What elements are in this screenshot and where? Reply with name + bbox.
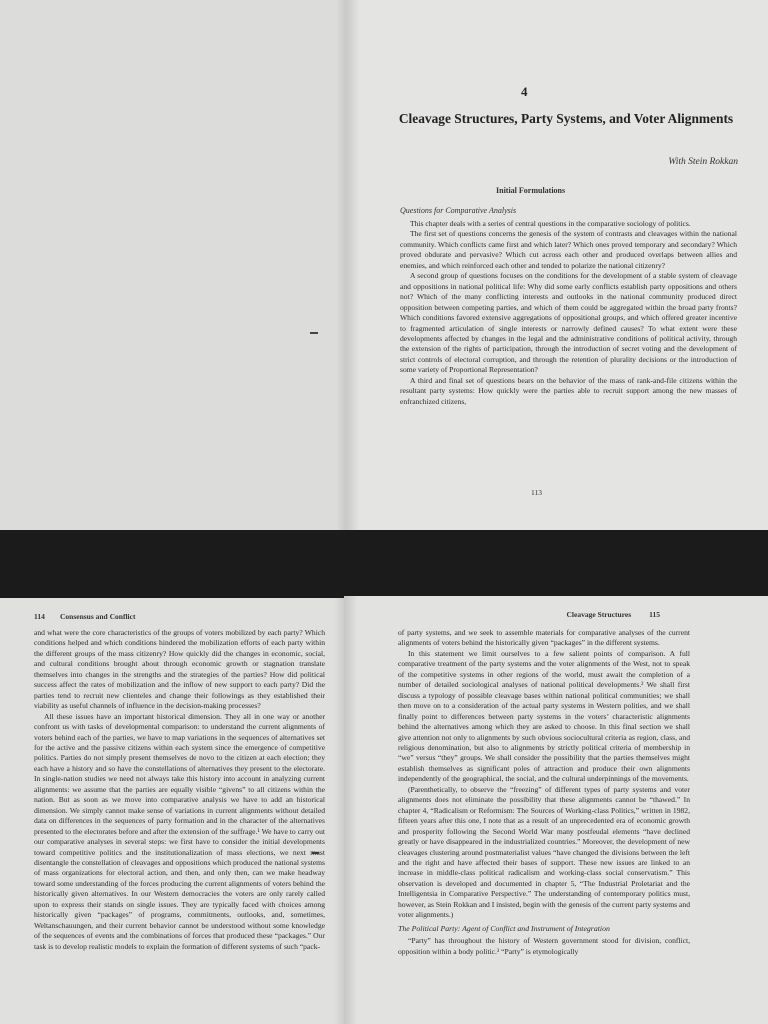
- chapter-number: 4: [521, 84, 528, 99]
- paragraph: A second group of questions focuses on the conditions for the development of a stable system of cleavage and oppositions in national political life: Why did some early conflicts establish party oppositions and others not? Which of the many conflicting interests and outlooks in the national community produced direct opposition between competing parties, and which of them could be aggregated within the broad party fronts? Which conditions favored extensive aggregations of oppositional groups, and which offered greater incentive to fragmented articulation of single interests or narrowly defined causes? To what extent were these developments affected by changes in the legal and the administrative conditions of political activity, through the extension of the rights of participation, through the introduction of secret voting and the development of strict controls of electoral corruption, and through the retention of plurality decisions or the introduction of some variety of Proportional Representation?: [400, 271, 737, 375]
- page-number: 114: [34, 612, 45, 621]
- running-head-title: Consensus and Conflict: [60, 612, 136, 621]
- right-page: [344, 596, 768, 1024]
- chapter-title: Cleavage Structures, Party Systems, and Voter Alignments: [398, 111, 734, 126]
- paragraph: This chapter deals with a series of central questions in the comparative sociology of politics.: [410, 219, 691, 228]
- margin-mark: [310, 332, 318, 334]
- subsection-heading: Questions for Comparative Analysis: [400, 206, 517, 215]
- author-line: With Stein Rokkan: [668, 157, 738, 167]
- paragraph: “Party” has throughout the history of Western government stood for division, conflict, opposition within a body politic.³ “Party” is etymologically: [398, 936, 690, 956]
- paragraph: and what were the core characteristics of the groups of voters mobilized by each party? Which conditions helped and which conditions hindered the mobilization efforts of each party within the different groups of the mass citizenry? How quickly did the changes in economic, social, and cultural conditions brought about through economic growth or stagnation translate themselves into changes in the strengths and the strategies of the parties? How did political success affect the rates of mobilization and the inflow of new support to each party? Did the parties tend to recruit new clienteles and change their followings as they established their viability as useful channels of influence in the decision-making processes?: [34, 628, 325, 711]
- gutter-shadow: [346, 0, 360, 530]
- gutter-shadow: [344, 596, 358, 1024]
- page-number: 115: [649, 610, 660, 619]
- running-head: [460, 610, 660, 619]
- running-head: [34, 612, 135, 621]
- subheading: The Political Party: Agent of Conflict and Instrument of Integration: [398, 923, 610, 933]
- left-page: [0, 598, 348, 1024]
- blank-facing-page: [0, 0, 350, 530]
- paragraph: of party systems, and we seek to assemble materials for comparative analyses of the current alignments of voters behind the historically given “packages” in the different systems.: [398, 628, 690, 648]
- body-text: [34, 628, 325, 952]
- paragraph: (Parenthetically, to observe the “freezing” of different types of party systems and voter alignments does not eliminate the possibility that these alignments cannot be “thawed.” In chapter 4, “Radicalism or Reformism: The Sources of Working-class Politics,” written in 1982, fifteen years after this one, I note that as a result of an unprecedented era of economic growth and prosperity following the Second World War many postfeudal elements “have declined greatly or have disappeared in the industrialized countries.” Moreover, the development of new cleavages clustering around postmaterialist values “have changed the divisions between the left and the right and have affected their bases of support. These new issues are linked to an increase in middle-class political radicalism and working-class social conservatism.” This observation is developed and documented in chapter 5, “The Industrial Proletariat and the Intelligentsia in Comparative Perspective.” The understanding of contemporary politics must, however, as Stein Rokkan and I insisted, begin with the genesis of the current party systems and voter alignments.): [398, 784, 690, 920]
- paragraph: The first set of questions concerns the genesis of the system of contrasts and cleavages within the national community. Which conflicts came first and which later? Which ones proved temporary and secondary? Which proved obdurate and pervasive? Which cut across each other and produced overlaps between allies and enemies, and which reinforced each other and tended to polarize the national citizenry?: [400, 229, 737, 270]
- chapter-opening-page: [346, 0, 768, 530]
- paragraph: In this statement we limit ourselves to a few salient points of comparison. A full comparative treatment of the party systems and the voter alignments of the West, not to speak of the competitive systems in other regions of the world, must await the completion of a number of detailed sociological analyses of national political developments.² We shall first discuss a typology of possible cleavage bases within national political communities; we shall then move on to a consideration of the actual party systems in Western polities, and we shall finally point to differences between party systems in the voters’ characteristic alignments behind the alternatives among which they are asked to choose. In this final section we shall give attention not only to alignments by such obvious sociocultural criteria as region, class, and religious denomination, but also to alignments by strictly political criteria of membership in “we” versus “they” groups. We shall consider the possibility that the parties themselves might establish themselves as significant poles of attraction and produce their own alignments independently of the geographical, the social, and the cultural underpinnings of the movements.: [398, 648, 690, 784]
- scan-divider: [0, 530, 768, 598]
- page-number: 113: [531, 488, 542, 497]
- paragraph: All these issues have an important historical dimension. They all in one way or another confront us with tasks of developmental comparison: to understand the current alignments of voters behind each of the parties, we have to map variations in the sequences of alternatives set for the active and the passive citizens within each system since the emergence of competitive politics. Parties do not simply present themselves de novo to the citizen at each election; they each have a history and so have the constellations of alternatives they present to the electorate. In single-nation studies we need not always take this history into account in analyzing current alignments: we assume that the parties are equally visible “givens” to all citizens within the nation. But as soon as we move into comparative analysis we have to add an historical dimension. We simply cannot make sense of variations in current alignments without detailed data on differences in the sequences of party formation and in the character of the alternatives presented to the electorates before and after the extension of the suffrage.¹ We have to carry out our comparative analyses in several steps: we first have to consider the initial developments toward competitive politics and the institutionalization of mass elections, we next must disentangle the constellation of cleavages and oppositions which produced the national systems of mass organizations for electoral action, and then, and only then, can we make headway toward some understanding of the forces producing the current alignments of voters behind the historically given alternatives. In our Western democracies the voters are only rarely called upon to express their stands on single issues. They are typically faced with choices among historically given “packages” of programs, commitments, outlooks, and, sometimes, Weltanschauungen, and their current behavior cannot be understood without some knowledge of the sequences of events and the combinations of forces that produced these “packages.” Our task is to develop realistic models to explain the formation of different systems of such “pack-: [34, 711, 325, 951]
- paragraph: A third and final set of questions bears on the behavior of the mass of rank-and-file citizens within the resultant party systems: How quickly were the parties able to recruit support among the new masses of enfranchized citizens,: [400, 375, 737, 406]
- section-heading: Initial Formulations: [496, 186, 566, 195]
- body-text: [400, 219, 737, 407]
- body-text: [398, 628, 690, 957]
- running-head-title: Cleavage Structures: [566, 610, 632, 619]
